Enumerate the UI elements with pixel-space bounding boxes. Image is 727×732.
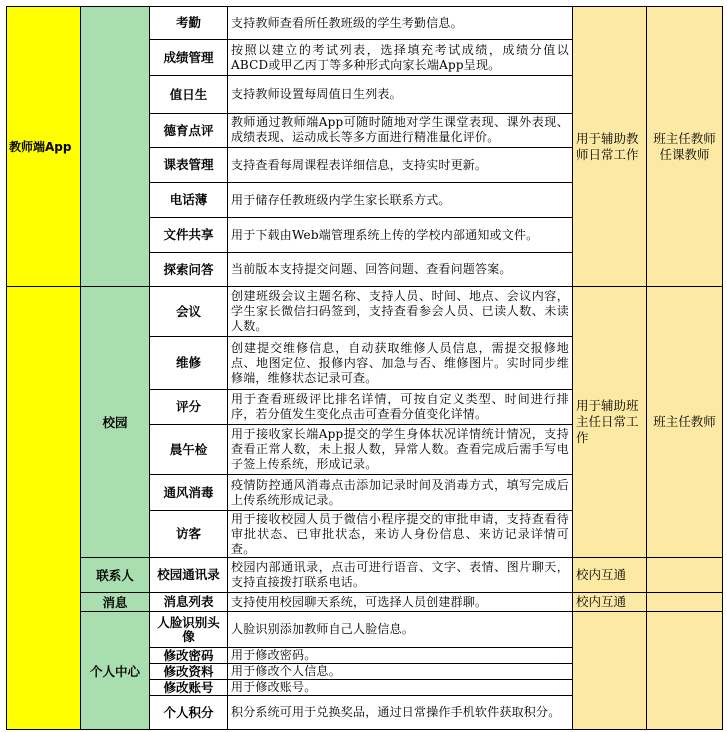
table-row [7,593,723,612]
feature-name: 课表管理 [150,148,228,183]
feature-description: 支持使用校园聊天系统，可选择人员创建群聊。 [228,593,573,612]
feature-name: 会议 [150,287,228,337]
users-cell: 班主任教师任课教师 [647,7,723,287]
feature-description: 校园内部通讯录，点击可进行语音、文字、表情、图片聊天，支持直接拨打联系电话。 [228,558,573,593]
feature-description: 疫情防控通风消毒点击添加记录时间及消毒方式，填写完成后上传系统形成记录。 [228,475,573,511]
feature-description: 创建班级会议主题名称、支持人员、时间、地点、会议内容，学生家长微信扫码签到，支持查看参会人员、已读人数、未读人数。 [228,287,573,337]
users-cell-empty [647,558,723,593]
feature-name: 值日生 [150,76,228,114]
purpose-cell-empty [573,612,647,730]
purpose-cell: 用于辅助教师日常工作 [573,7,647,287]
feature-name: 文件共享 [150,218,228,253]
feature-name: 修改密码 [150,648,228,664]
feature-description-text: 教师通过教师端App可随时随地对学生课堂表现、课外表现、成绩表现、运动成长等多方面进行精准量化评价。 [231,114,569,144]
feature-description: 用于接收校园人员于微信小程序提交的审批申请，支持查看待审批状态、已审批状态，来访人身份信息、来访记录详情可查。 [228,511,573,558]
table-row [7,558,723,593]
feature-description: 用于修改账号。 [228,680,573,696]
app-section-cell-empty [7,287,81,730]
app-section-cell: 教师端App [7,7,81,287]
users-cell: 班主任教师 [647,287,723,558]
feature-description [228,114,573,148]
users-cell-empty [647,593,723,612]
group-personal-center: 个人中心 [81,612,150,730]
feature-description: 创建提交维修信息，自动获取维修人员信息，需提交报修地点、地图定位、报修内容、加急与否、维修图片。实时同步维修端，维修状态记录可查。 [228,337,573,390]
purpose-cell: 校内互通 [573,558,647,593]
feature-description: 用于接收家长端App提交的学生身体状况详情统计情况，支持查看正常人数，未上报人数，异常人数。查看完成后需手写电子签上传系统，形成记录。 [228,425,573,475]
feature-name: 德育点评 [150,114,228,148]
purpose-cell: 用于辅助班主任日常工作 [573,287,647,558]
feature-description: 用于查看班级评比排名详情，可按自定义类型、时间进行排序，若分值发生变化点击可查看分值变化详情。 [228,390,573,425]
group-cell-empty [81,7,150,287]
feature-table [6,6,723,730]
feature-name: 电话薄 [150,183,228,218]
feature-name: 晨午检 [150,425,228,475]
feature-description: 支持教师查看所任教班级的学生考勤信息。 [228,7,573,40]
feature-description: 支持教师设置每周值日生列表。 [228,76,573,114]
users-cell-empty [647,612,723,730]
feature-name: 通风消毒 [150,475,228,511]
group-contacts: 联系人 [81,558,150,593]
feature-name: 成绩管理 [150,40,228,76]
feature-description: 用于下载由Web端管理系统上传的学校内部通知或文件。 [228,218,573,253]
table-row [7,612,723,648]
feature-name: 维修 [150,337,228,390]
feature-name: 访客 [150,511,228,558]
feature-name: 修改资料 [150,664,228,680]
group-campus: 校园 [81,287,150,558]
feature-description: 当前版本支持提交问题、回答问题、查看问题答案。 [228,253,573,287]
feature-name: 个人积分 [150,696,228,730]
feature-name: 校园通讯录 [150,558,228,593]
feature-name: 评分 [150,390,228,425]
feature-name: 考勤 [150,7,228,40]
table-row [7,7,723,40]
feature-description: 按照以建立的考试列表，选择填充考试成绩，成绩分值以ABCD或甲乙丙丁等多种形式向家长端App呈现。 [228,40,573,76]
purpose-cell: 校内互通 [573,593,647,612]
feature-name: 修改账号 [150,680,228,696]
table-row [7,287,723,337]
feature-name: 人脸识别头像 [150,612,228,648]
feature-description: 用于修改个人信息。 [228,664,573,680]
feature-description: 用于储存任教班级内学生家长联系方式。 [228,183,573,218]
feature-description: 积分系统可用于兑换奖品，通过日常操作手机软件获取积分。 [228,696,573,730]
feature-description: 人脸识别添加教师自己人脸信息。 [228,612,573,648]
feature-description: 支持查看每周课程表详细信息，支持实时更新。 [228,148,573,183]
feature-name: 探索问答 [150,253,228,287]
group-messages: 消息 [81,593,150,612]
feature-description: 用于修改密码。 [228,648,573,664]
feature-name: 消息列表 [150,593,228,612]
